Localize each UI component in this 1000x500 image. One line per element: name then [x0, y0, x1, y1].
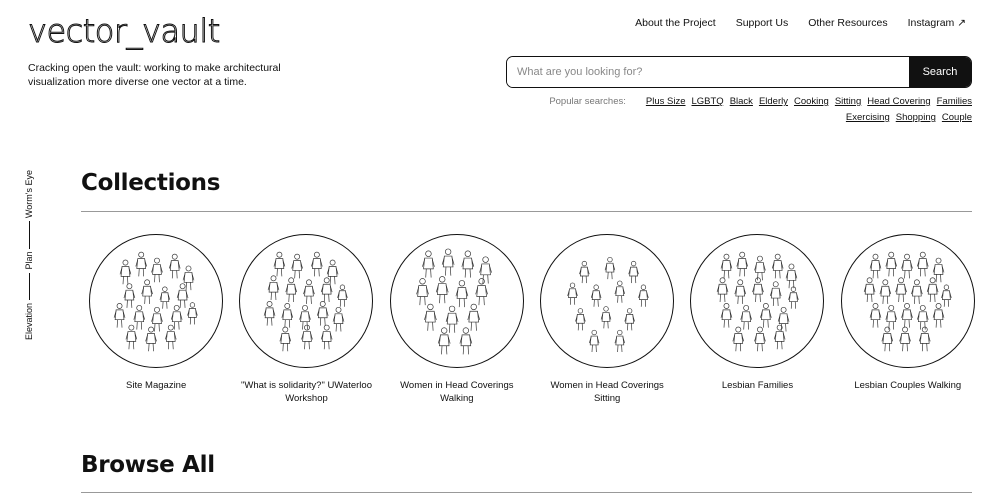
collection-card[interactable] — [382, 234, 532, 405]
search-bar — [506, 56, 972, 88]
collection-name[interactable]: Site Magazine — [126, 380, 187, 391]
collection-name[interactable]: Women in Head Coverings Walking — [400, 380, 514, 404]
tag-lgbtq[interactable]: LGBTQ — [691, 96, 724, 107]
tag-elderly[interactable]: Elderly — [758, 96, 788, 107]
search-input[interactable] — [507, 57, 909, 87]
tag-shopping[interactable]: Shopping — [895, 112, 936, 123]
collection-name[interactable]: "What is solidarity?" UWaterloo Workshop — [240, 380, 372, 404]
collection-card[interactable] — [682, 234, 832, 405]
people-sketch-icon[interactable] — [690, 234, 824, 368]
collection-card[interactable] — [231, 234, 381, 405]
tag-families[interactable]: Families — [936, 96, 972, 107]
people-sketch — [568, 257, 649, 352]
divider — [81, 492, 972, 493]
people-sketch — [864, 252, 951, 351]
collection-name[interactable]: Lesbian Families — [721, 380, 794, 391]
tag-plus-size[interactable]: Plus Size — [645, 96, 686, 107]
people-sketch — [265, 252, 348, 351]
tag-black[interactable]: Black — [729, 96, 753, 107]
people-sketch-icon[interactable] — [239, 234, 373, 368]
people-sketch-icon[interactable] — [540, 234, 674, 368]
nav-support-link[interactable]: Support Us — [735, 17, 789, 29]
divider — [29, 221, 30, 248]
people-sketch — [114, 252, 197, 351]
tag-couple[interactable]: Couple — [941, 112, 972, 123]
collections-heading: Collections — [81, 170, 221, 196]
view-plan[interactable]: Plan — [24, 251, 34, 270]
view-nav — [24, 170, 34, 340]
people-sketch-icon[interactable] — [89, 234, 223, 368]
collection-card[interactable] — [532, 234, 682, 405]
browse-all-heading: Browse All — [81, 452, 215, 478]
divider — [29, 273, 30, 300]
divider — [81, 211, 972, 212]
collection-name[interactable]: Lesbian Couples Walking — [854, 380, 962, 391]
view-elevation[interactable]: Elevation — [24, 302, 34, 340]
nav-resources-link[interactable]: Other Resources — [808, 17, 888, 29]
collections-grid — [81, 234, 983, 405]
collection-name[interactable]: Women in Head Coverings Sitting — [550, 380, 664, 404]
tag-exercising[interactable]: Exercising — [845, 112, 890, 123]
top-nav — [635, 17, 966, 29]
collection-card[interactable] — [81, 234, 231, 405]
nav-about-link[interactable]: About the Project — [635, 17, 716, 29]
collection-card[interactable] — [833, 234, 983, 405]
people-sketch-icon[interactable] — [390, 234, 524, 368]
nav-instagram-link[interactable]: Instagram ↗ — [907, 17, 966, 29]
popular-searches-label: Popular searches: — [549, 96, 626, 107]
view-worms-eye[interactable]: Worm's Eye — [24, 170, 34, 219]
people-sketch — [416, 249, 491, 354]
site-logo[interactable]: vector_vault — [28, 12, 220, 50]
tag-head-covering[interactable]: Head Covering — [867, 96, 931, 107]
search-button[interactable]: Search — [909, 57, 971, 87]
popular-searches — [506, 95, 972, 124]
tag-sitting[interactable]: Sitting — [834, 96, 862, 107]
site-tagline: Cracking open the vault: working to make architectural visualization more diverse one vector at a time. — [28, 62, 281, 88]
people-sketch-icon[interactable] — [841, 234, 975, 368]
tag-cooking[interactable]: Cooking — [793, 96, 829, 107]
people-sketch — [718, 252, 799, 351]
